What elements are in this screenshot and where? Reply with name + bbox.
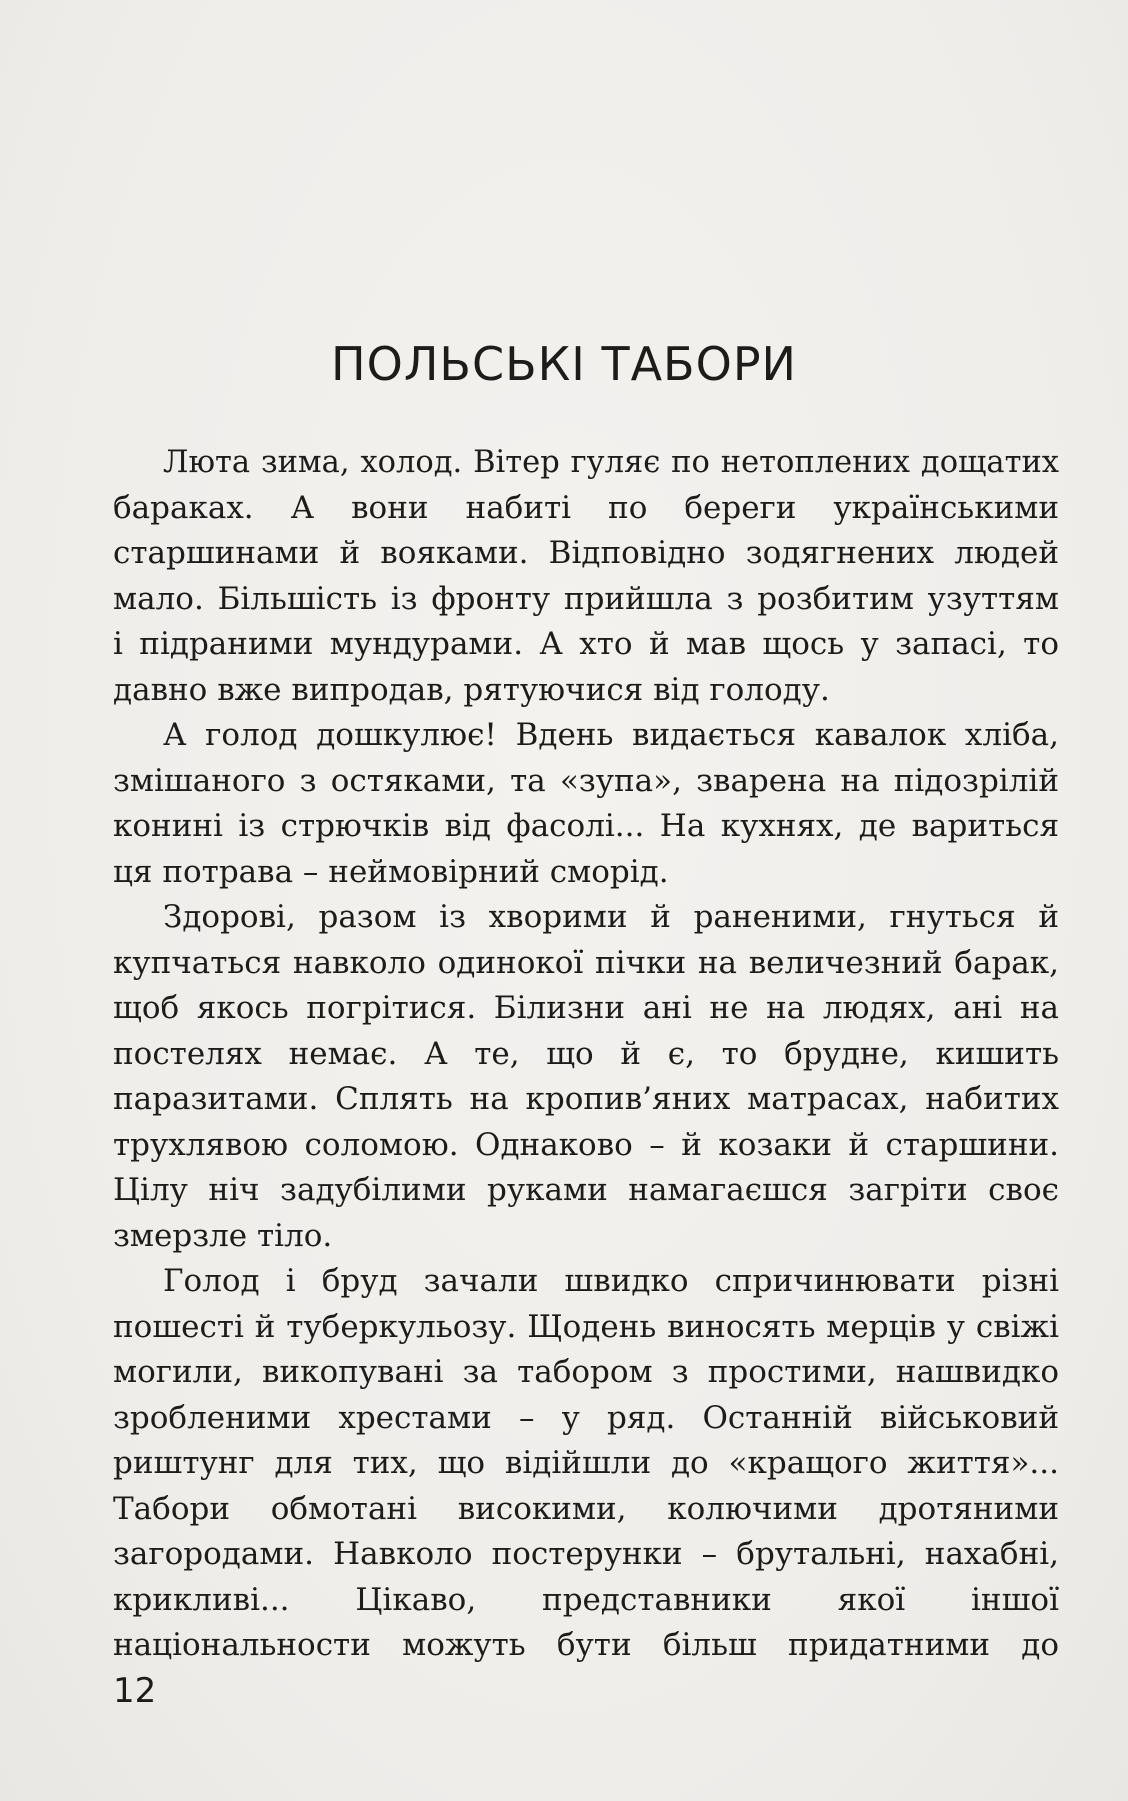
- text-line: риштунг для тих, що відійшли до «кращого життя»...: [113, 1445, 1059, 1481]
- text-line: загородами. Навколо постерунки – брутальні, нахабні,: [113, 1536, 1059, 1572]
- text-line: змерзле тіло.: [113, 1217, 333, 1254]
- paragraph: [113, 1259, 1059, 1669]
- text-line: Люта зима, холод. Вітер гуляє по нетоплених дощатих: [163, 445, 1059, 480]
- text-line: старшинами й вояками. Відповідно зодягнених людей: [113, 535, 1059, 571]
- body-text: [113, 440, 1059, 1669]
- text-line: купчаться навколо одинокої пічки на величезний барак,: [113, 944, 1059, 981]
- page-number: 12: [113, 1671, 157, 1711]
- text-line: Голод і бруд зачали швидко спричинювати різні: [163, 1263, 1059, 1299]
- text-line: ця потрава – неймовірний сморід.: [113, 853, 669, 890]
- text-line: Табори обмотані високими, колючими дротяними: [113, 1490, 1059, 1527]
- text-line: трухлявою соломою. Однаково – й козаки й старшини.: [113, 1126, 1059, 1163]
- text-line: крикливі... Цікаво, представники якої іншої: [113, 1581, 1059, 1618]
- paragraph: [113, 440, 1059, 713]
- text-line: давно вже випродав, рятуючися від голоду.: [113, 671, 830, 708]
- text-line: Цілу ніч задубілими руками намагаєшся загріти своє: [113, 1172, 1059, 1208]
- text-line: паразитами. Сплять на кропив’яних матрасах, набитих: [113, 1081, 1059, 1117]
- text-line: конині із стрючків від фасолі... На кухнях, де вариться: [113, 808, 1059, 844]
- paragraph: [113, 713, 1059, 895]
- text-line: і підраними мундурами. А хто й мав щось у запасі, то: [113, 626, 1059, 662]
- text-line: змішаного з остяками, та «зупа», зварена на підозрілій: [113, 762, 1059, 799]
- text-line: національности можуть бути більш придатними до: [113, 1627, 1059, 1663]
- text-line: Здорові, разом із хворими й раненими, гнуться й: [163, 899, 1059, 935]
- text-line: А голод дошкулює! Вдень видається кавалок хліба,: [163, 717, 1059, 753]
- text-line: пошесті й туберкульозу. Щодень виносять мерців у свіжі: [113, 1308, 1059, 1345]
- text-line: щоб якось погрітися. Білизни ані не на людях, ані на: [113, 990, 1059, 1026]
- text-line: могили, викопувані за табором з простими, нашвидко: [113, 1354, 1059, 1390]
- text-line: зробленими хрестами – у ряд. Останній військовий: [113, 1399, 1059, 1436]
- chapter-title: ПОЛЬСЬКІ ТАБОРИ: [331, 337, 797, 391]
- paragraph: [113, 895, 1059, 1259]
- text-line: бараках. А вони набиті по береги українськими: [113, 489, 1059, 526]
- text-line: постелях немає. А те, що й є, то брудне, кишить: [113, 1035, 1059, 1072]
- text-line: мало. Більшість із фронту прийшла з розбитим узуттям: [113, 580, 1059, 617]
